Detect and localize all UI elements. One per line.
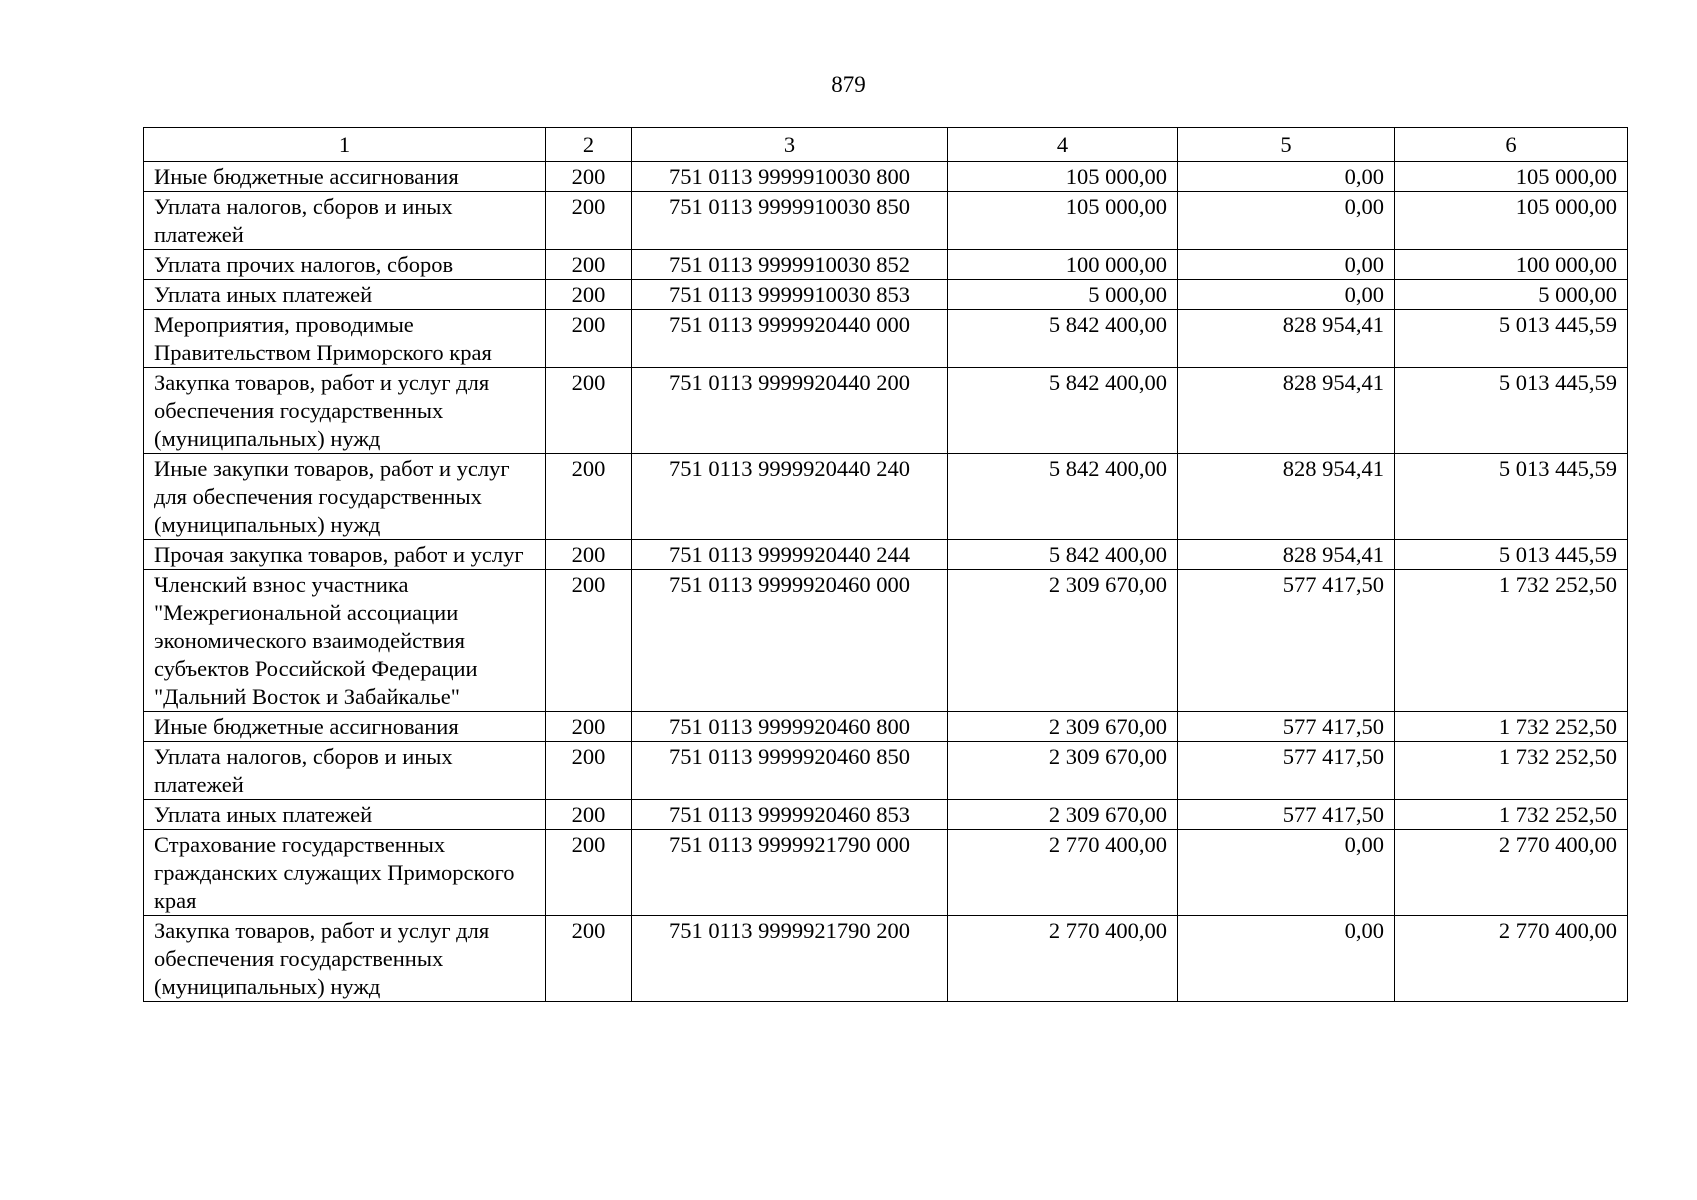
row-admin-code-cell: 200 (546, 916, 632, 1002)
budget-table (143, 127, 1628, 1002)
row-name-cell: Иные бюджетные ассигнования (144, 162, 546, 192)
row-name-cell: Мероприятия, проводимые Правительством Приморского края (144, 310, 546, 368)
table-row (144, 310, 1628, 368)
row-name-cell: Страхование государственных гражданских служащих Приморского края (144, 830, 546, 916)
page-number: 879 (831, 72, 866, 97)
row-admin-code-cell: 200 (546, 250, 632, 280)
row-classification-code-cell: 751 0113 9999920460 000 (632, 570, 948, 712)
row-name-cell: Иные закупки товаров, работ и услуг для обеспечения государственных (муниципальных) нужд (144, 454, 546, 540)
row-column-6-amount-cell: 5 013 445,59 (1395, 368, 1628, 454)
row-column-6-amount-cell: 100 000,00 (1395, 250, 1628, 280)
row-column-6-amount-cell: 1 732 252,50 (1395, 570, 1628, 712)
row-admin-code-cell: 200 (546, 368, 632, 454)
column-header-1: 1 (144, 128, 546, 162)
row-name-cell: Членский взнос участника "Межрегиональной ассоциации экономического взаимодействия субъектов Российской Федерации "Дальний Восток и Забайкалье" (144, 570, 546, 712)
row-admin-code-cell: 200 (546, 800, 632, 830)
row-column-5-amount-cell: 0,00 (1178, 250, 1395, 280)
row-name-cell: Уплата иных платежей (144, 280, 546, 310)
row-classification-code-cell: 751 0113 9999920440 200 (632, 368, 948, 454)
row-column-5-amount-cell: 0,00 (1178, 192, 1395, 250)
row-column-4-amount-cell: 5 842 400,00 (948, 540, 1178, 570)
row-admin-code-cell: 200 (546, 712, 632, 742)
row-column-5-amount-cell: 0,00 (1178, 162, 1395, 192)
row-classification-code-cell: 751 0113 9999910030 853 (632, 280, 948, 310)
table-row (144, 742, 1628, 800)
row-column-4-amount-cell: 2 309 670,00 (948, 712, 1178, 742)
row-admin-code-cell: 200 (546, 280, 632, 310)
table-row (144, 570, 1628, 712)
row-admin-code-cell: 200 (546, 192, 632, 250)
row-column-6-amount-cell: 5 013 445,59 (1395, 310, 1628, 368)
table-row (144, 368, 1628, 454)
row-column-4-amount-cell: 2 770 400,00 (948, 916, 1178, 1002)
row-name-cell: Уплата налогов, сборов и иных платежей (144, 192, 546, 250)
table-row (144, 162, 1628, 192)
row-admin-code-cell: 200 (546, 454, 632, 540)
table-row (144, 712, 1628, 742)
row-name-cell: Прочая закупка товаров, работ и услуг (144, 540, 546, 570)
column-header-4: 4 (948, 128, 1178, 162)
row-column-6-amount-cell: 1 732 252,50 (1395, 800, 1628, 830)
row-admin-code-cell: 200 (546, 742, 632, 800)
row-classification-code-cell: 751 0113 9999920460 850 (632, 742, 948, 800)
column-header-6: 6 (1395, 128, 1628, 162)
row-column-5-amount-cell: 577 417,50 (1178, 800, 1395, 830)
row-column-5-amount-cell: 0,00 (1178, 916, 1395, 1002)
row-column-4-amount-cell: 105 000,00 (948, 192, 1178, 250)
row-name-cell: Закупка товаров, работ и услуг для обеспечения государственных (муниципальных) нужд (144, 916, 546, 1002)
table-row (144, 192, 1628, 250)
row-name-cell: Закупка товаров, работ и услуг для обеспечения государственных (муниципальных) нужд (144, 368, 546, 454)
row-column-4-amount-cell: 105 000,00 (948, 162, 1178, 192)
column-header-5: 5 (1178, 128, 1395, 162)
row-classification-code-cell: 751 0113 9999920440 000 (632, 310, 948, 368)
row-column-4-amount-cell: 5 842 400,00 (948, 310, 1178, 368)
row-admin-code-cell: 200 (546, 540, 632, 570)
row-column-4-amount-cell: 5 842 400,00 (948, 454, 1178, 540)
row-column-4-amount-cell: 5 000,00 (948, 280, 1178, 310)
table-row (144, 540, 1628, 570)
row-classification-code-cell: 751 0113 9999920440 244 (632, 540, 948, 570)
row-column-6-amount-cell: 105 000,00 (1395, 192, 1628, 250)
row-admin-code-cell: 200 (546, 310, 632, 368)
row-column-6-amount-cell: 105 000,00 (1395, 162, 1628, 192)
row-column-6-amount-cell: 5 013 445,59 (1395, 454, 1628, 540)
row-column-6-amount-cell: 5 013 445,59 (1395, 540, 1628, 570)
row-column-5-amount-cell: 828 954,41 (1178, 454, 1395, 540)
row-column-6-amount-cell: 2 770 400,00 (1395, 830, 1628, 916)
table-row (144, 280, 1628, 310)
row-column-5-amount-cell: 577 417,50 (1178, 570, 1395, 712)
table-header-row (144, 128, 1628, 162)
row-name-cell: Иные бюджетные ассигнования (144, 712, 546, 742)
row-name-cell: Уплата иных платежей (144, 800, 546, 830)
row-classification-code-cell: 751 0113 9999920460 853 (632, 800, 948, 830)
row-classification-code-cell: 751 0113 9999921790 000 (632, 830, 948, 916)
column-header-2: 2 (546, 128, 632, 162)
table-row (144, 454, 1628, 540)
row-column-4-amount-cell: 2 309 670,00 (948, 742, 1178, 800)
row-column-5-amount-cell: 577 417,50 (1178, 742, 1395, 800)
row-classification-code-cell: 751 0113 9999920440 240 (632, 454, 948, 540)
row-column-4-amount-cell: 5 842 400,00 (948, 368, 1178, 454)
row-classification-code-cell: 751 0113 9999921790 200 (632, 916, 948, 1002)
row-column-4-amount-cell: 100 000,00 (948, 250, 1178, 280)
row-column-6-amount-cell: 5 000,00 (1395, 280, 1628, 310)
row-column-4-amount-cell: 2 770 400,00 (948, 830, 1178, 916)
row-column-5-amount-cell: 828 954,41 (1178, 310, 1395, 368)
row-column-6-amount-cell: 1 732 252,50 (1395, 712, 1628, 742)
row-column-6-amount-cell: 1 732 252,50 (1395, 742, 1628, 800)
row-name-cell: Уплата налогов, сборов и иных платежей (144, 742, 546, 800)
table-body (144, 162, 1628, 1002)
row-column-5-amount-cell: 577 417,50 (1178, 712, 1395, 742)
row-admin-code-cell: 200 (546, 162, 632, 192)
table-row (144, 800, 1628, 830)
row-admin-code-cell: 200 (546, 830, 632, 916)
table-row (144, 830, 1628, 916)
table-row (144, 916, 1628, 1002)
row-classification-code-cell: 751 0113 9999910030 850 (632, 192, 948, 250)
row-column-4-amount-cell: 2 309 670,00 (948, 800, 1178, 830)
row-classification-code-cell: 751 0113 9999910030 852 (632, 250, 948, 280)
row-admin-code-cell: 200 (546, 570, 632, 712)
row-classification-code-cell: 751 0113 9999910030 800 (632, 162, 948, 192)
row-column-5-amount-cell: 0,00 (1178, 280, 1395, 310)
row-column-5-amount-cell: 0,00 (1178, 830, 1395, 916)
row-name-cell: Уплата прочих налогов, сборов (144, 250, 546, 280)
row-classification-code-cell: 751 0113 9999920460 800 (632, 712, 948, 742)
row-column-5-amount-cell: 828 954,41 (1178, 540, 1395, 570)
table-row (144, 250, 1628, 280)
row-column-4-amount-cell: 2 309 670,00 (948, 570, 1178, 712)
row-column-5-amount-cell: 828 954,41 (1178, 368, 1395, 454)
row-column-6-amount-cell: 2 770 400,00 (1395, 916, 1628, 1002)
column-header-3: 3 (632, 128, 948, 162)
